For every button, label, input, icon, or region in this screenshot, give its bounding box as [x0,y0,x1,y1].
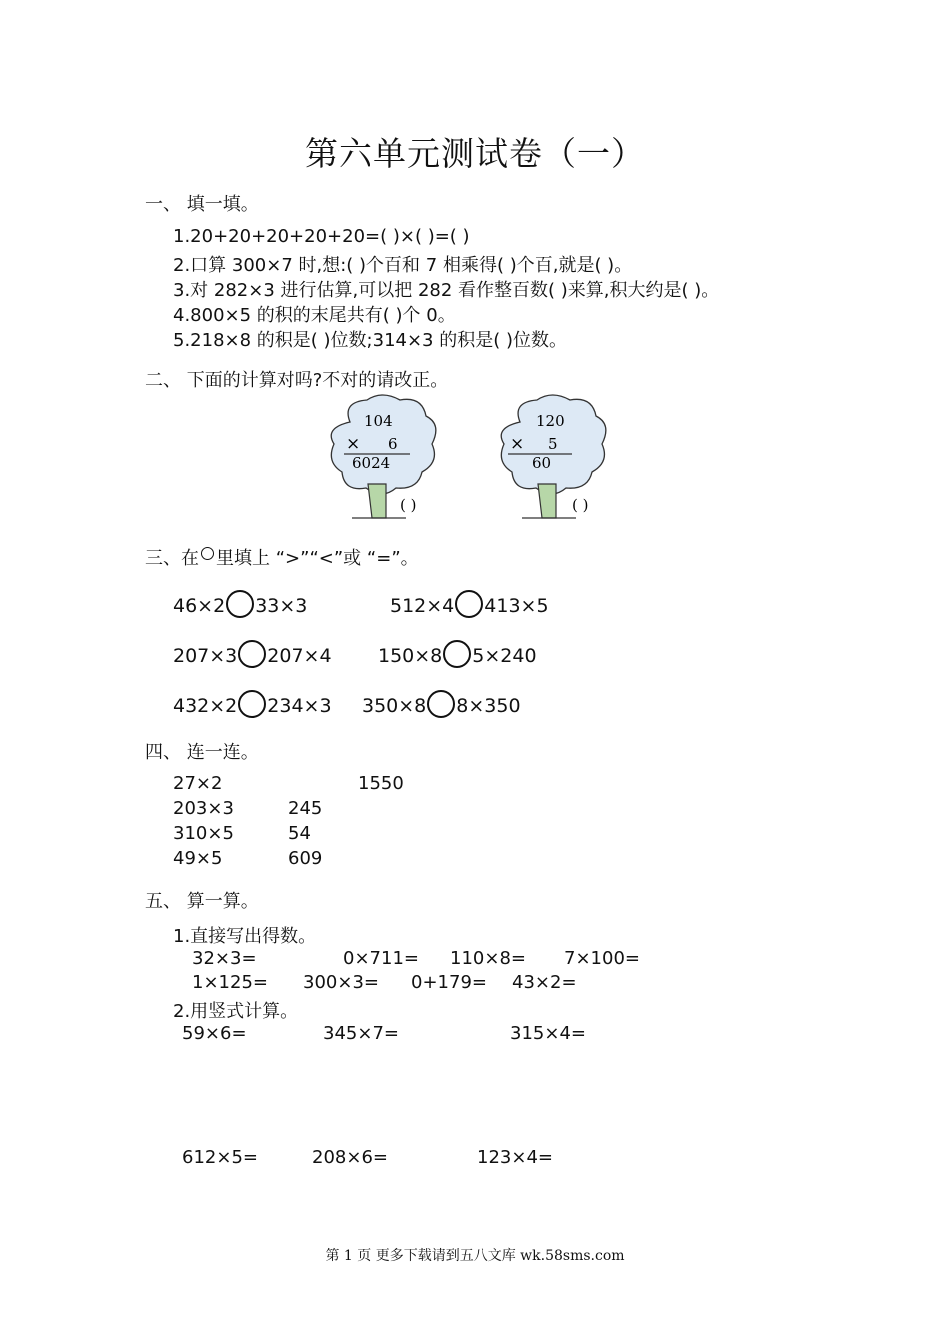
section-2-heading: 二、 下面的计算对吗?不对的请改正。 [145,370,449,391]
oral-calc-item: 43×2= [512,972,577,993]
oral-calc-item: 300×3= [303,972,379,993]
compare-item [390,590,549,618]
match-left-item[interactable]: 310×5 [173,823,234,844]
section-3-heading-post: 里填上 “>”“<”或 “=”。 [216,548,419,569]
compare-left: 207×3 [173,645,238,667]
question-4: 4.800×5 的积的末尾共有( )个 0。 [173,305,456,326]
vertical-calc-item: 59×6= [182,1023,247,1044]
compare-right: 207×4 [267,645,332,667]
compare-circle[interactable] [427,690,455,718]
tree-2-top-number: 120 [536,412,565,430]
compare-right: 5×240 [472,645,537,667]
question-2: 2.口算 300×7 时,想:( )个百和 7 相乘得( )个百,就是( )。 [173,255,633,276]
compare-item [173,690,332,718]
section-3-heading-pre: 三、在 [145,548,199,569]
question-3: 3.对 282×3 进行估算,可以把 282 看作整百数( )来算,积大约是( )。 [173,280,720,301]
match-left-item[interactable]: 49×5 [173,848,223,869]
oral-calc-item: 0+179= [411,972,487,993]
oral-calc-item: 32×3= [192,948,257,969]
tree-1-result: 6024 [352,454,391,472]
section-1-heading: 一、 填一填。 [145,194,259,215]
section-5-heading: 五、 算一算。 [145,891,259,912]
vertical-calc-item: 345×7= [323,1023,399,1044]
compare-left: 432×2 [173,695,238,717]
compare-right: 8×350 [456,695,521,717]
compare-circle[interactable] [238,690,266,718]
match-right-item[interactable]: 245 [288,798,323,819]
page-title: 第六单元测试卷（一） [305,134,645,173]
compare-right: 33×3 [255,595,308,617]
circle-icon [201,547,214,560]
compare-left: 350×8 [362,695,427,717]
match-left-item[interactable]: 203×3 [173,798,234,819]
compare-left: 150×8 [378,645,443,667]
compare-circle[interactable] [238,640,266,668]
oral-calc-subheading: 1.直接写出得数。 [173,926,317,947]
tree-2 [501,395,606,518]
tree-1 [331,395,436,518]
tree-2-result: 60 [532,454,552,472]
page-footer: 第 1 页 更多下载请到五八文库 wk.58sms.com [325,1248,625,1264]
vertical-calc-subheading: 2.用竖式计算。 [173,1001,299,1022]
match-right-item[interactable]: 609 [288,848,323,869]
section-3-heading [145,544,419,570]
question-5: 5.218×8 的积是( )位数;314×3 的积是( )位数。 [173,330,567,351]
compare-left: 46×2 [173,595,226,617]
compare-circle[interactable] [455,590,483,618]
compare-right: 234×3 [267,695,332,717]
oral-calc-item: 110×8= [450,948,526,969]
compare-left: 512×4 [390,595,455,617]
vertical-calc-item: 123×4= [477,1147,553,1168]
compare-right: 413×5 [484,595,549,617]
tree-2-answer-blank: ( ) [572,496,589,514]
match-left-item[interactable]: 27×2 [173,773,223,794]
compare-circle[interactable] [443,640,471,668]
oral-calc-item: 1×125= [192,972,268,993]
tree-2-trunk [538,484,556,518]
compare-item [362,690,521,718]
tree-1-multiplier: 6 [388,435,398,453]
tree-2-multiplier: 5 [548,435,558,453]
question-1: 1.20+20+20+20+20=( )×( )=( ) [173,226,470,247]
compare-circle[interactable] [226,590,254,618]
compare-item [378,640,537,668]
tree-2-operator: × [510,434,525,454]
vertical-calc-item: 315×4= [510,1023,586,1044]
vertical-calc-item: 208×6= [312,1147,388,1168]
tree-1-operator: × [346,434,361,454]
oral-calc-item: 7×100= [564,948,640,969]
tree-1-answer-blank: ( ) [400,496,417,514]
vertical-calc-item: 612×5= [182,1147,258,1168]
compare-item [173,640,332,668]
oral-calc-item: 0×711= [343,948,419,969]
tree-1-trunk [368,484,386,518]
tree-illustrations [322,392,652,524]
section-4-heading: 四、 连一连。 [145,742,259,763]
tree-1-top-number: 104 [364,412,393,430]
match-right-item[interactable]: 1550 [358,773,404,794]
match-right-item[interactable]: 54 [288,823,311,844]
compare-item [173,590,307,618]
